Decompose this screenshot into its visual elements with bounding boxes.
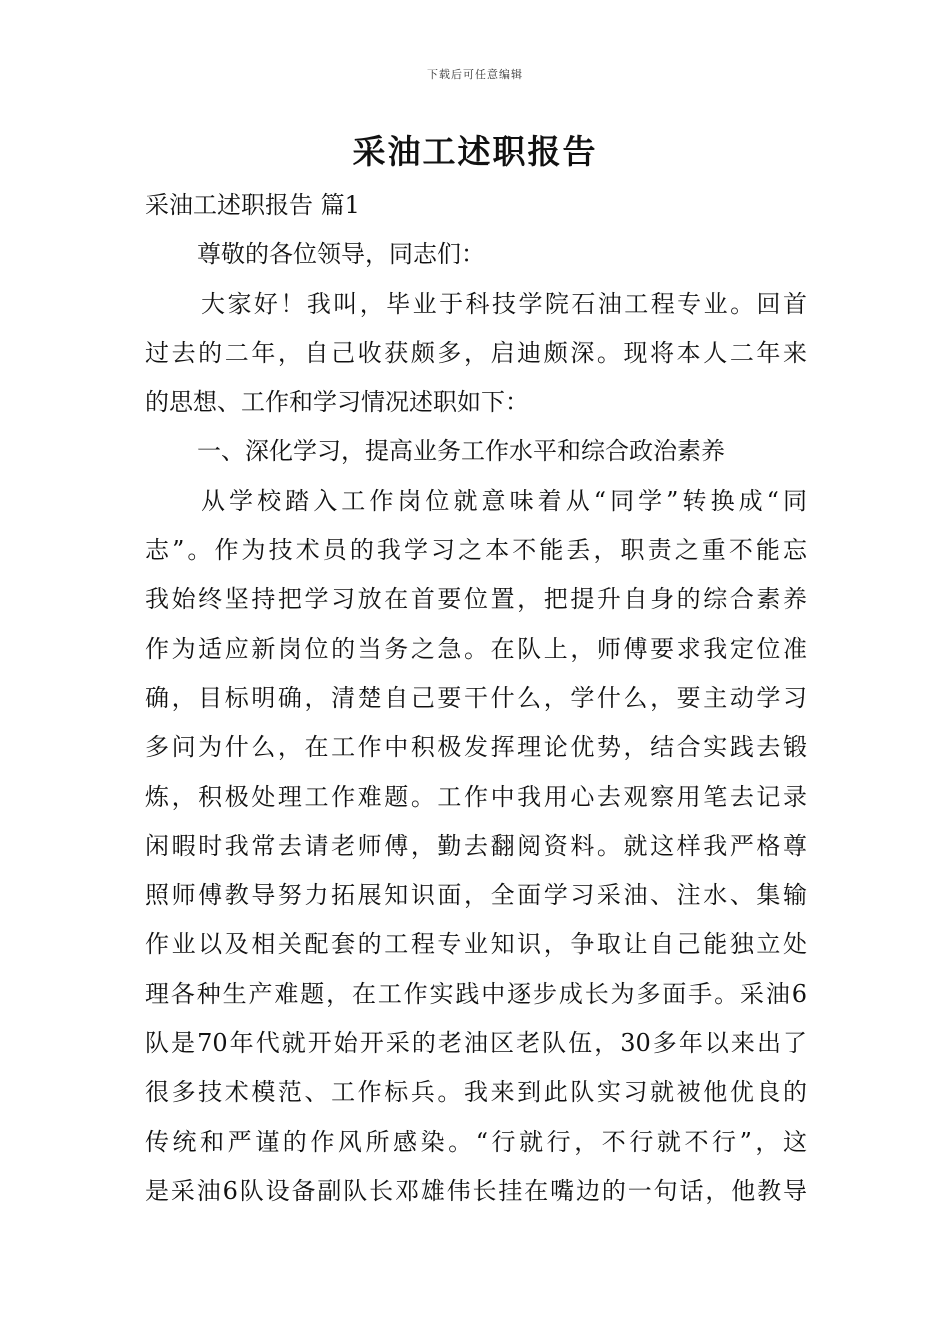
document-subheading: 采油工述职报告 篇1 (145, 191, 360, 219)
paragraph-line: 过去的二年，自己收获颇多，启迪颇深。现将本人二年来 (145, 338, 807, 367)
paragraph-line: 志”。作为技术员的我学习之本不能丢，职责之重不能忘 (145, 536, 807, 565)
paragraph-line: 作业以及相关配套的工程专业知识，争取让自己能独立处 (145, 930, 807, 959)
document-body (145, 181, 807, 1216)
paragraph-line: 多问为什么，在工作中积极发挥理论优势，结合实践去锻 (145, 733, 807, 762)
paragraph-line: 是采油6队设备副队长邓雄伟长挂在嘴边的一句话，他教导 (145, 1176, 807, 1205)
header-note: 下载后可任意编辑 (427, 68, 523, 81)
section-heading-1: 一、深化学习，提高业务工作水平和综合政治素养 (197, 437, 725, 466)
paragraph-line: 从学校踏入工作岗位就意味着从“同学”转换成“同 (201, 486, 807, 515)
paragraph-study (145, 477, 807, 1216)
paragraph-line: 照师傅教导努力拓展知识面，全面学习采油、注水、集输 (145, 881, 807, 910)
paragraph-line: 闲暇时我常去请老师傅，勤去翻阅资料。就这样我严格尊 (145, 831, 807, 860)
paragraph-line: 炼，积极处理工作难题。工作中我用心去观察用笔去记录 (145, 782, 807, 811)
greeting: 尊敬的各位领导，同志们： (197, 240, 485, 269)
document-title: 采油工述职报告 (352, 132, 598, 171)
paragraph-intro (145, 280, 807, 428)
paragraph-line: 理各种生产难题，在工作实践中逐步成长为多面手。采油6 (145, 979, 807, 1008)
paragraph-line: 的思想、工作和学习情况述职如下： (145, 388, 529, 417)
paragraph-line: 确，目标明确，清楚自己要干什么，学什么，要主动学习 (145, 683, 807, 712)
paragraph-line: 我始终坚持把学习放在首要位置，把提升自身的综合素养 (145, 585, 807, 614)
paragraph-line: 队是70年代就开始开采的老油区老队伍，30多年以来出了 (145, 1029, 807, 1058)
paragraph-line: 很多技术模范、工作标兵。我来到此队实习就被他优良的 (145, 1078, 807, 1107)
paragraph-line: 作为适应新岗位的当务之急。在队上，师傅要求我定位准 (145, 634, 807, 663)
paragraph-line: 传统和严谨的作风所感染。“行就行，不行就不行”，这 (145, 1127, 807, 1156)
paragraph-line: 大家好！我叫，毕业于科技学院石油工程专业。回首 (201, 289, 807, 318)
